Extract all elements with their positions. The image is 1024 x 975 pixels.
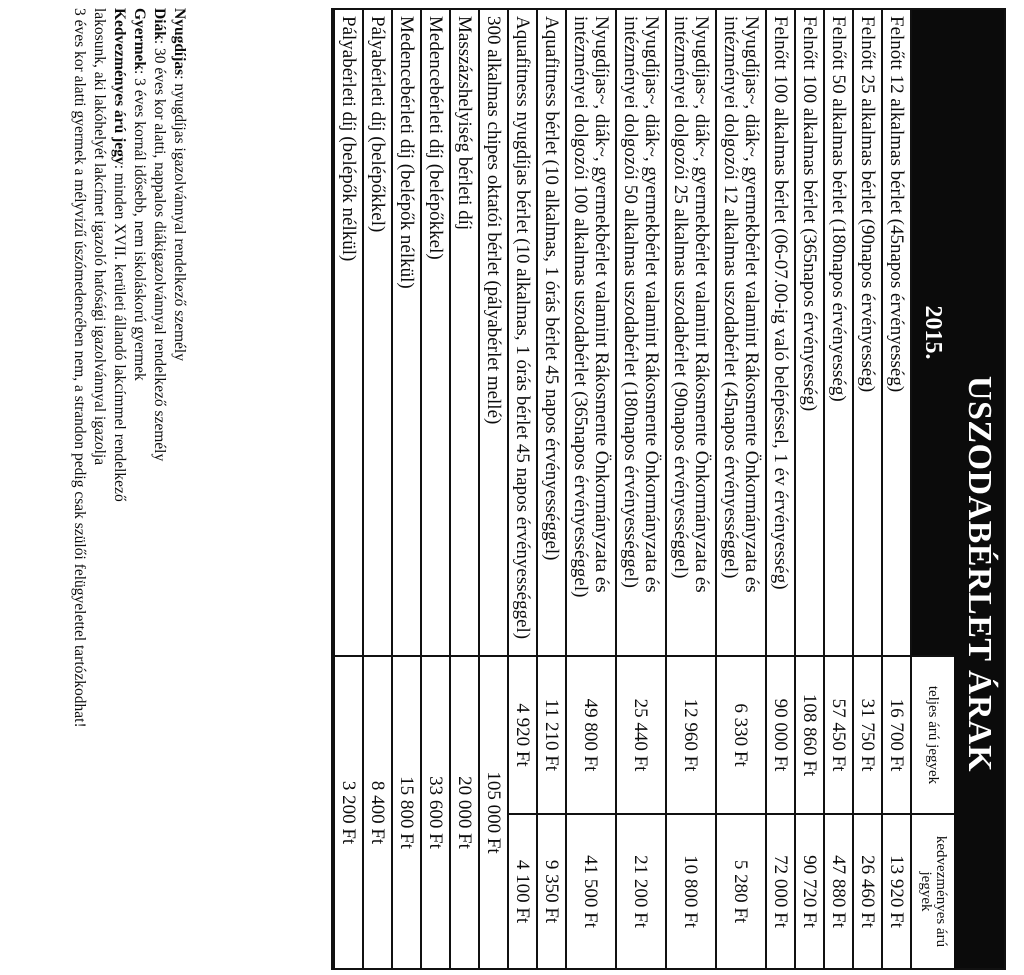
table-row [565, 10, 615, 968]
footnote-line [129, 8, 149, 970]
column-header-discount: kedvezményes árú jegyek [912, 813, 954, 968]
footnote-line [169, 8, 189, 970]
row-label: Felnőtt 100 alkalmas bérlet (06-07.00-ig való belépéssel, 1 év érvényesség) [770, 16, 791, 590]
price-table [331, 8, 1006, 970]
price-full: 16 700 Ft [883, 655, 910, 813]
footnote-line [89, 8, 109, 970]
row-label: Nyugdíjas~, diák~, gyermekbérlet valamint Rákosmente Önkormányzata és intézményei dolgozói 100 alkalmas uszodabérlet (365napos érvényességgel) [570, 16, 612, 598]
price-single: 33 600 Ft [422, 655, 449, 968]
price-full: 49 800 Ft [567, 655, 615, 813]
footnote-text: : 3 éves kornál idősebb, nem iskoláskorú gyermek [131, 69, 148, 381]
table-row [794, 10, 823, 968]
row-label: Masszázshelyiség bérleti díj [454, 16, 475, 231]
price-full: 11 210 Ft [538, 655, 565, 813]
price-full: 25 440 Ft [617, 655, 665, 813]
footnote-text: : nyugdíjas igazolvánnyal rendelkező személy [171, 75, 188, 361]
price-discount: 9 350 Ft [538, 813, 565, 968]
table-row [478, 10, 507, 968]
row-label: 300 alkalmas chipes oktatói bérlet (pályabérlet mellé) [483, 16, 504, 425]
price-full: 108 860 Ft [796, 655, 823, 813]
row-label: Aquafitness bérlet (10 alkalmas, 1 órás bérlet 45 napos érvényességgel) [541, 16, 562, 561]
page-title: USZODABÉRLET ÁRAK [954, 10, 1004, 968]
price-discount: 5 280 Ft [717, 813, 765, 968]
price-discount: 72 000 Ft [767, 813, 794, 968]
price-discount: 26 460 Ft [854, 813, 881, 968]
price-discount: 90 720 Ft [796, 813, 823, 968]
price-discount: 47 880 Ft [825, 813, 852, 968]
price-discount: 10 800 Ft [667, 813, 715, 968]
price-full: 12 960 Ft [667, 655, 715, 813]
footnote-term: Nyugdíjas [171, 8, 188, 76]
price-full: 90 000 Ft [767, 655, 794, 813]
price-single: 15 800 Ft [393, 655, 420, 968]
price-single: 8 400 Ft [364, 655, 391, 968]
table-row [765, 10, 794, 968]
row-label: Aquafitness nyugdíjas bérlet (10 alkalmas, 1 órás bérlet 45 napos érvényességgel) [512, 16, 533, 640]
row-label: Felnőtt 25 alkalmas bérlet (90napos érvényesség) [857, 16, 878, 393]
price-full: 31 750 Ft [854, 655, 881, 813]
row-label: Nyugdíjas~, diák~, gyermekbérlet valamint Rákosmente Önkormányzata és intézményei dolgozói 25 alkalmas uszodabérlet (90napos érvényességgel) [670, 16, 712, 593]
table-row [391, 10, 420, 968]
table-row [715, 10, 765, 968]
row-label: Medencebérleti díj (belépőkkel) [425, 16, 446, 260]
table-body [333, 10, 910, 968]
price-full: 4 920 Ft [509, 655, 536, 813]
table-row [420, 10, 449, 968]
price-single: 20 000 Ft [451, 655, 478, 968]
price-discount: 13 920 Ft [883, 813, 910, 968]
footnote-term: Kedvezményes árú jegy [111, 8, 128, 165]
row-label: Felnőtt 12 alkalmas bérlet (45napos érvényesség) [886, 16, 907, 393]
footnote-line [109, 8, 129, 970]
table-header [910, 10, 954, 968]
table-row [362, 10, 391, 968]
price-single: 3 200 Ft [335, 655, 362, 968]
footnote-term: Diák [151, 8, 168, 40]
table-row [881, 10, 910, 968]
table-row [536, 10, 565, 968]
row-label: Felnőtt 50 alkalmas bérlet (180napos érvényesség) [828, 16, 849, 402]
footnotes [69, 8, 189, 970]
table-row [507, 10, 536, 968]
price-discount: 41 500 Ft [567, 813, 615, 968]
footnote-term: Gyermek [131, 8, 148, 70]
row-label: Felnőtt 100 alkalmas bérlet (365napos érvényesség) [799, 16, 820, 412]
table-row [823, 10, 852, 968]
year-label: 2015. [912, 10, 954, 655]
price-discount: 4 100 Ft [509, 813, 536, 968]
table-row [852, 10, 881, 968]
table-row [665, 10, 715, 968]
table-row [333, 10, 362, 968]
row-label: Pályabérleti díj (belépők nélkül) [338, 16, 359, 262]
price-full: 6 330 Ft [717, 655, 765, 813]
price-single: 105 000 Ft [480, 655, 507, 968]
footnote-text: : 30 éves kor alatti, nappalos diákigazolvánnyal rendelkező személy [151, 39, 168, 462]
row-label: Pályabérleti díj (belépőkkel) [367, 16, 388, 233]
row-label: Medencebérleti díj (belépők nélkül) [396, 16, 417, 289]
price-full: 57 450 Ft [825, 655, 852, 813]
price-discount: 21 200 Ft [617, 813, 665, 968]
row-label: Nyugdíjas~, diák~, gyermekbérlet valamint Rákosmente Önkormányzata és intézményei dolgozói 50 alkalmas uszodabérlet (180napos érvényességgel) [620, 16, 662, 593]
footnote-line [149, 8, 169, 970]
footnote-text: lakosunk, aki lakóhelyét lakcímet igazoló hatósági igazolvánnyal igazolja [91, 8, 108, 466]
footnote-text: 3 éves kor alatti gyermek a mélyvizű úszómedencében nem, a strandon pedig csak szülői felügyelettel tartózkodhat! [71, 8, 88, 728]
table-row [615, 10, 665, 968]
footnote-line [69, 8, 89, 970]
column-header-full-price: teljes árú jegyek [912, 655, 954, 813]
table-row [449, 10, 478, 968]
row-label: Nyugdíjas~, diák~, gyermekbérlet valamint Rákosmente Önkormányzata és intézményei dolgozói 12 alkalmas uszodabérlet (45napos érvényességgel) [720, 16, 762, 593]
footnote-text: : minden XVII. kerületi állandó lakcímmel rendelkező [111, 164, 128, 502]
